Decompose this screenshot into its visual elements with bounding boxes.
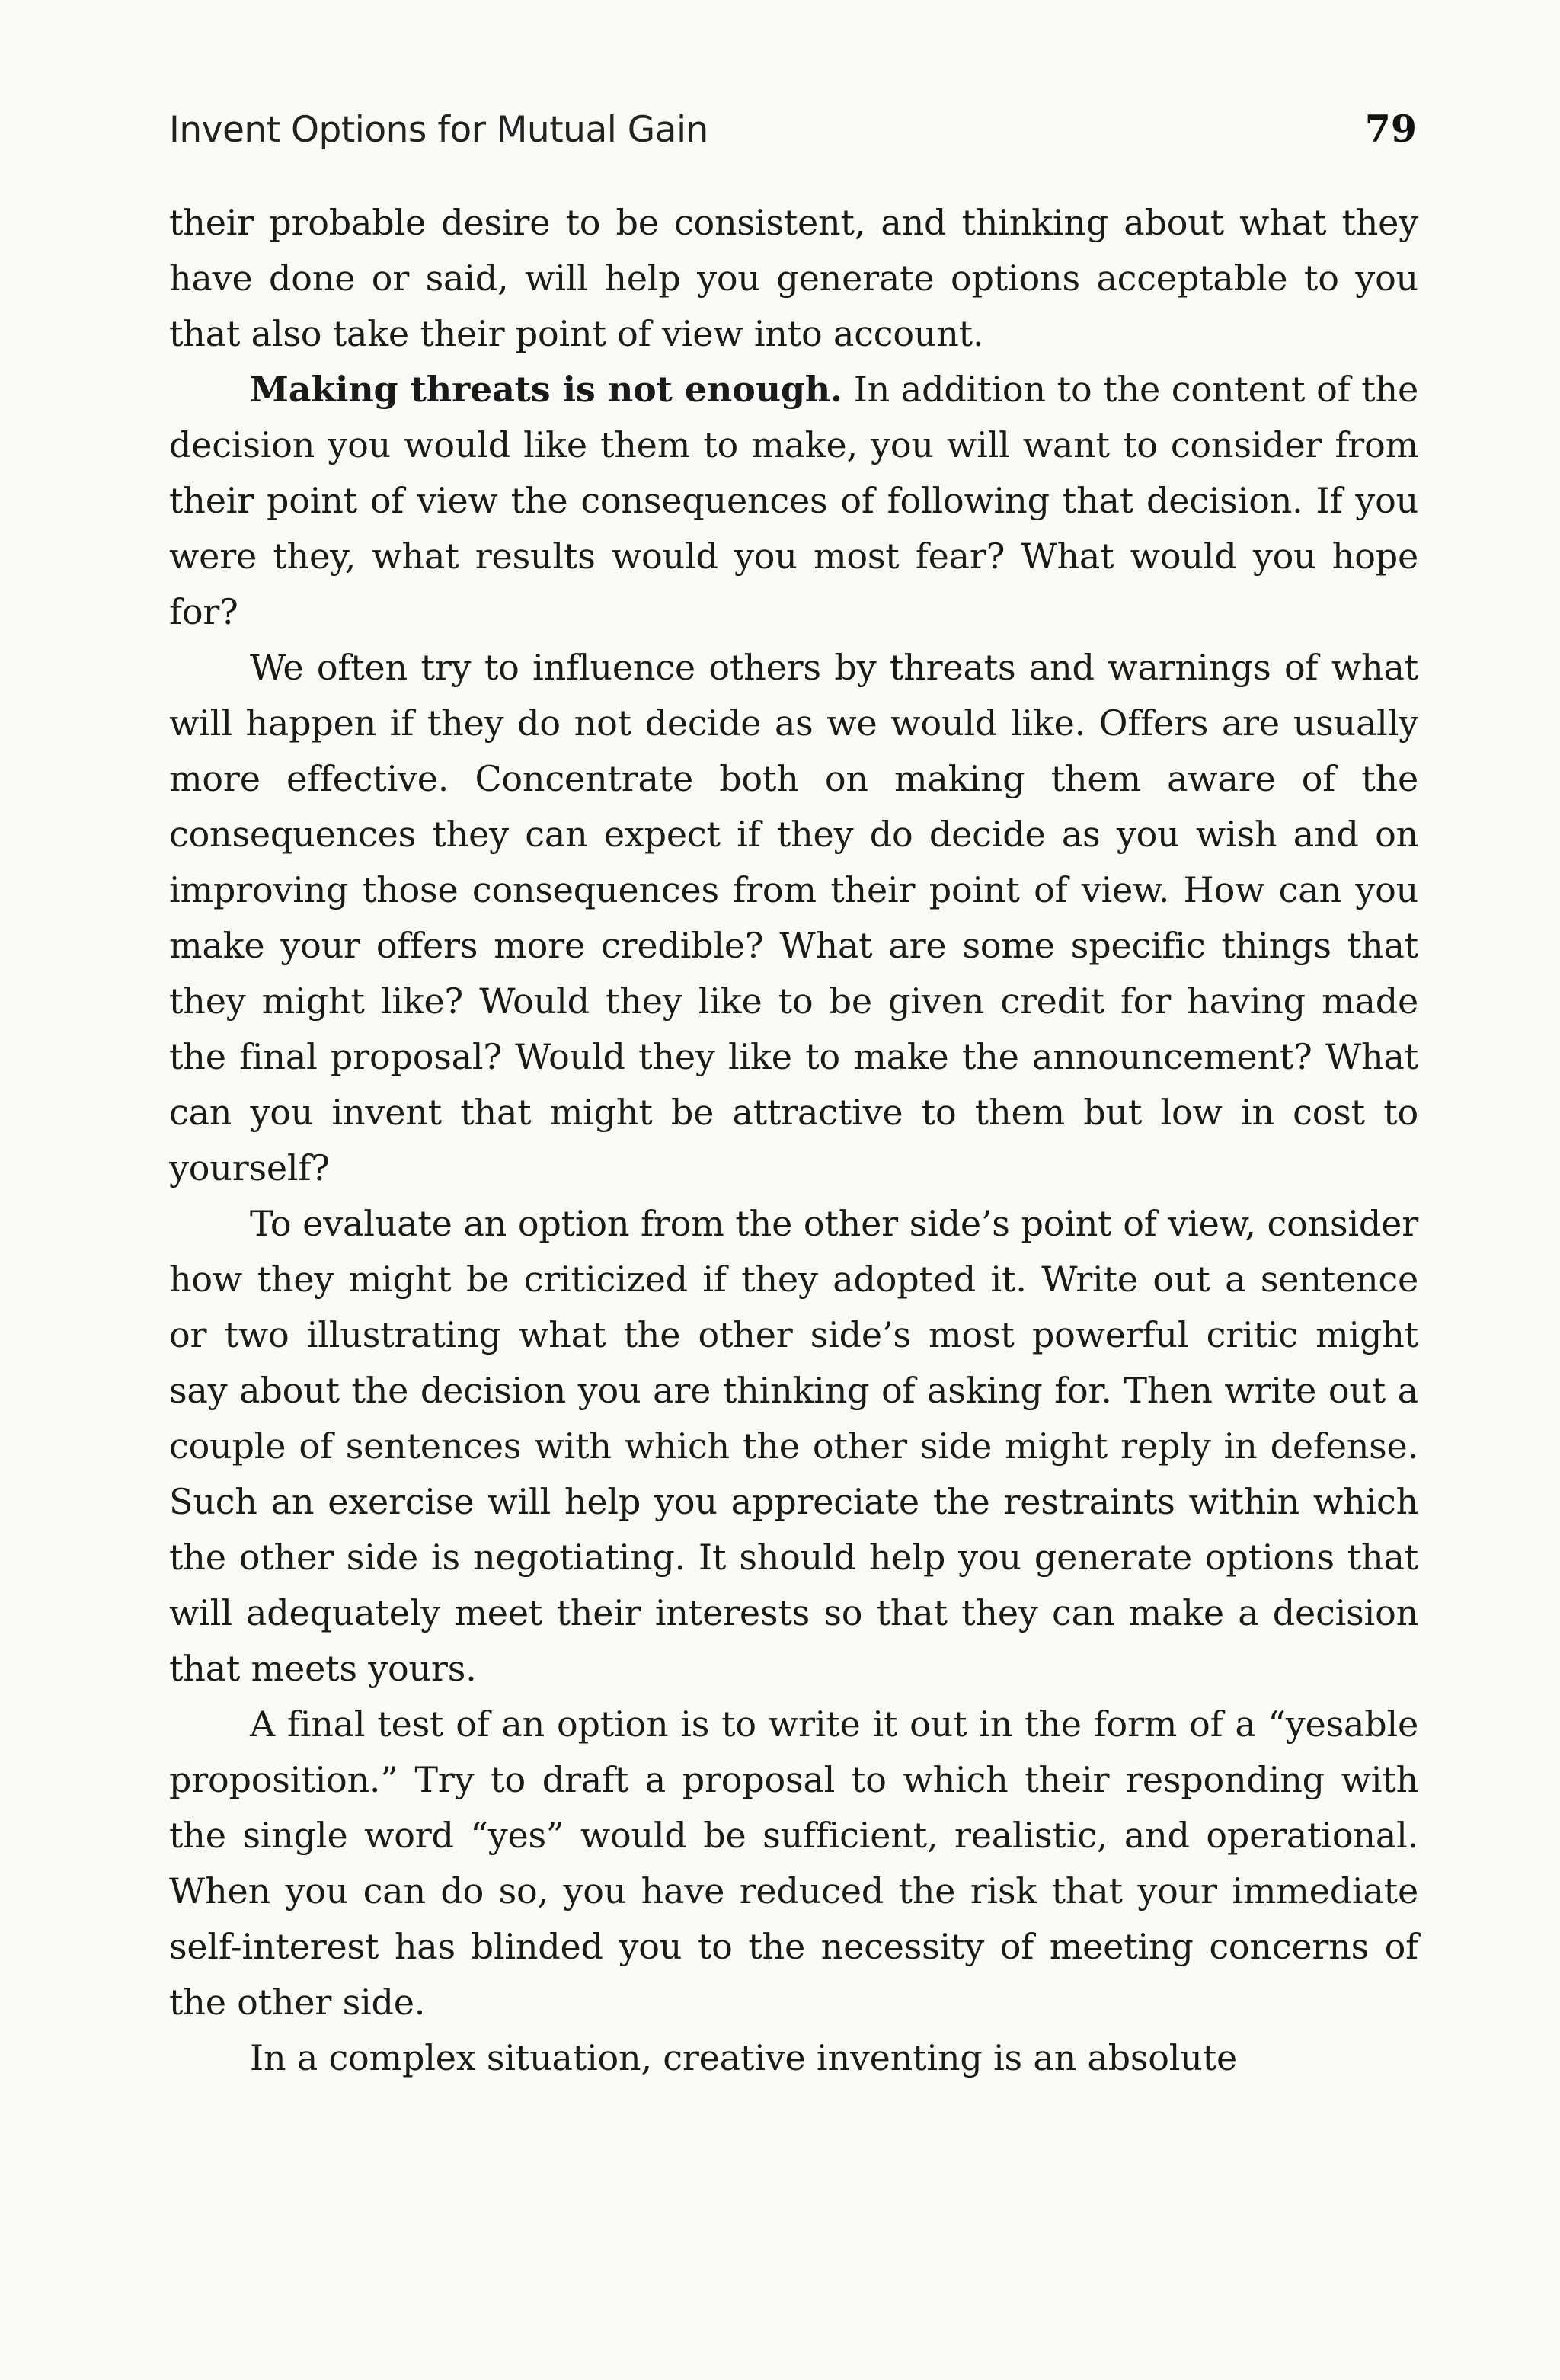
- page-number: 79: [1364, 107, 1417, 151]
- paragraph-text: In a complex situation, creative inventing is an absolute: [250, 2037, 1238, 2078]
- paragraph-text: We often try to influence others by threats and warnings of what will happen if they do not decide as we would like. Offers are usually more effective. Concentrate both on making them aware of the consequences they can expect if they do decide as you wish and on improving those consequences from their point of view. How can you make your offers more credible? What are some specific things that they might like? Would they like to be given credit for having made the final proposal? Would they like to make the announcement? What can you invent that might be attractive to them but low in cost to yourself?: [169, 647, 1418, 1188]
- paragraph-text: their probable desire to be consistent, and thinking about what they have done or said, will help you generate options acceptable to you that also take their point of view into account.: [169, 202, 1418, 354]
- body-text: [169, 195, 1418, 2086]
- paragraph-yesable-proposition: [169, 1697, 1418, 2030]
- chapter-title: Invent Options for Mutual Gain: [169, 109, 708, 151]
- paragraph-text: To evaluate an option from the other side’s point of view, consider how they might be criticized if they adopted it. Write out a sentence or two illustrating what the other side’s most powerful critic might say about the decision you are thinking of asking for. Then write out a couple of sentences with which the other side might reply in defense. Such an exercise will help you appreciate the restraints within which the other side is negotiating. It should help you generate options that will adequately meet their interests so that they can make a decision that meets yours.: [169, 1203, 1418, 1689]
- paragraph-offers: [169, 640, 1418, 1196]
- paragraph-final-fragment: [169, 2030, 1418, 2086]
- paragraph-text: A final test of an option is to write it out in the form of a “yesable proposition.” Try to draft a proposal to which their responding with the single word “yes” would be sufficient, realistic, and operational. When you can do so, you have reduced the risk that your immediate self-interest has blinded you to the necessity of meeting concerns of the other side.: [169, 1703, 1418, 2023]
- paragraph-continuation: [169, 195, 1418, 362]
- paragraph-text: In addition to the content of the decision you would like them to make, you will want to consider from their point of view the consequences of following that decision. If you were they, what results would you most fear? What would you hope for?: [169, 369, 1418, 632]
- paragraph-evaluate-option: [169, 1196, 1418, 1697]
- paragraph-threats: [169, 362, 1418, 640]
- running-header: [169, 107, 1418, 168]
- book-page: [169, 107, 1418, 2316]
- paragraph-lead-in: Making threats is not enough.: [250, 369, 842, 410]
